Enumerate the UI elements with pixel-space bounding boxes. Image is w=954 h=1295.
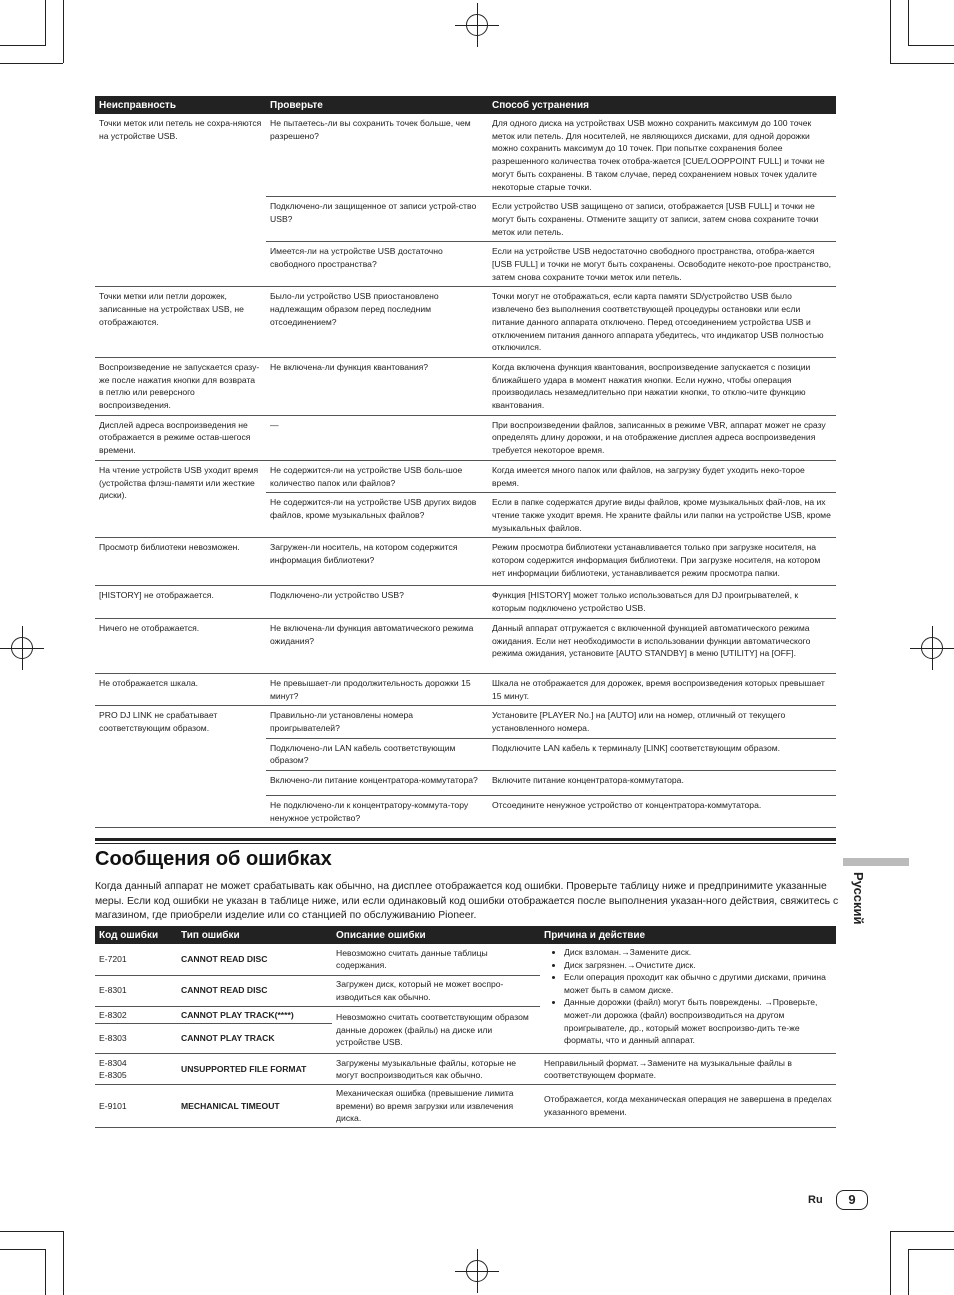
problem-cell: Точки метки или петли дорожек, записанные на устройствах USB, не отображаются. bbox=[95, 287, 266, 358]
table-header-row bbox=[95, 96, 836, 114]
table-header-row bbox=[95, 926, 836, 944]
crop-mark bbox=[908, 1249, 909, 1295]
solution-cell: Если устройство USB защищено от записи, отображается [USB FULL] и точки не могут быть сохранены. Отмените защиту от записи, затем снова сохраните точки меток или петель. bbox=[488, 197, 836, 242]
section-title: Сообщения об ошибках bbox=[95, 848, 332, 870]
table-row bbox=[95, 618, 836, 673]
check-cell: Не превышает-ли продолжительность дорожки 15 минут? bbox=[266, 673, 488, 705]
language-tab-bar bbox=[843, 858, 909, 866]
table-row bbox=[95, 287, 836, 358]
column-header: Способ устранения bbox=[488, 96, 836, 114]
error-code-b: E-8305 bbox=[99, 1070, 127, 1081]
solution-cell: При воспроизведении файлов, записанных в режиме VBR, аппарат может не сразу определять длину дорожки, и на отображение дисплея адреса воспроизведения требуется некоторое время. bbox=[488, 415, 836, 460]
error-description: Загружен диск, который не может воспро-изводиться как обычно. bbox=[332, 975, 540, 1006]
crop-mark bbox=[63, 1231, 64, 1295]
solution-cell: Подключите LAN кабель к терминалу [LINK] соответствующим образом. bbox=[488, 738, 836, 770]
problem-cell: PRO DJ LINK не срабатывает соответствующим образом. bbox=[95, 706, 266, 828]
error-cause: Неправильный формат.→Замените на музыкальные файлы в соответствующем формате. bbox=[540, 1054, 836, 1085]
solution-cell: Данный аппарат отгружается с включенной функцией автоматического режима ожидания. Если нет необходимости в использовании функции автоматического режима ожидания, установите [AUTO STANDBY] в меню [UTILITY] на [OFF]. bbox=[488, 618, 836, 673]
column-header: Тип ошибки bbox=[177, 926, 332, 944]
registration-mark bbox=[466, 1260, 488, 1282]
solution-cell: Шкала не отображается для дорожек, время воспроизведения которых превышает 15 минут. bbox=[488, 673, 836, 705]
error-code: E-8301 bbox=[95, 975, 177, 1006]
error-code-table bbox=[95, 926, 836, 1128]
error-type: CANNOT PLAY TRACK(****) bbox=[177, 1006, 332, 1024]
section-divider-thin bbox=[95, 843, 836, 844]
crop-mark bbox=[890, 1231, 891, 1295]
check-cell: Не включена-ли функция квантования? bbox=[266, 357, 488, 415]
crop-mark bbox=[908, 0, 909, 46]
solution-cell: Когда имеется много папок или файлов, на загрузку будет уходить неко-торое время. bbox=[488, 460, 836, 492]
cause-item: • Если операция проходит как обычно с другими дисками, причина может быть в самом диске. bbox=[564, 971, 832, 996]
solution-cell: Установите [PLAYER No.] на [AUTO] или на номер, отличный от текущего установленного номера. bbox=[488, 706, 836, 738]
error-code: E-7201 bbox=[95, 944, 177, 975]
solution-cell: Отсоедините ненужное устройство от концентратора-коммутатора. bbox=[488, 796, 836, 828]
problem-cell: Дисплей адреса воспроизведения не отображается в режиме остав-шегося времени. bbox=[95, 415, 266, 460]
crop-mark bbox=[890, 0, 891, 63]
error-cause bbox=[540, 944, 836, 1054]
error-cause: Отображается, когда механическая операция не завершена в пределах указанного времени. bbox=[540, 1085, 836, 1128]
column-header: Неисправность bbox=[95, 96, 266, 114]
error-type: CANNOT READ DISC bbox=[177, 944, 332, 975]
error-code-a: E-8304 bbox=[99, 1057, 127, 1068]
table-row bbox=[95, 673, 836, 705]
error-code bbox=[95, 1054, 177, 1085]
crop-mark bbox=[0, 1249, 46, 1250]
check-cell: Подключено-ли LAN кабель соответствующим образом? bbox=[266, 738, 488, 770]
table-row bbox=[95, 944, 836, 975]
error-description: Невозможно считать данные таблицы содержания. bbox=[332, 944, 540, 975]
language-tab-label: Русский bbox=[851, 872, 866, 925]
check-cell: Не содержится-ли на устройстве USB боль-шое количество папок или файлов? bbox=[266, 460, 488, 492]
check-cell: Не содержится-ли на устройстве USB других видов файлов, кроме музыкальных файлов? bbox=[266, 493, 488, 538]
crop-mark bbox=[890, 1231, 954, 1232]
check-cell: Имеется-ли на устройстве USB достаточно свободного пространства? bbox=[266, 242, 488, 287]
problem-cell: [HISTORY] не отображается. bbox=[95, 586, 266, 618]
crop-mark bbox=[908, 45, 954, 46]
registration-mark bbox=[466, 14, 488, 36]
solution-cell: Когда включена функция квантования, воспроизведение запускается с позиции ближайшего удара в момент нажатия кнопки. Если нужно, чтобы операция производилась незамедлительно при нажатии кнопки, то отклю-чите функцию квантования. bbox=[488, 357, 836, 415]
section-divider bbox=[95, 838, 836, 841]
solution-cell: Если на устройстве USB недостаточно свободного пространства, отобра-жается [USB FULL] и точки не могут быть сохранены. Освободите некото-рое пространство, затем снова сохраните точки меток или петель. bbox=[488, 242, 836, 287]
error-code: E-9101 bbox=[95, 1085, 177, 1128]
table-row bbox=[95, 1085, 836, 1128]
column-header: Код ошибки bbox=[95, 926, 177, 944]
crop-mark bbox=[0, 1231, 63, 1232]
troubleshooting-body bbox=[95, 114, 836, 828]
error-description: Механическая ошибка (превышение лимита времени) во время загрузки или извлечения диска. bbox=[332, 1085, 540, 1128]
error-type: MECHANICAL TIMEOUT bbox=[177, 1085, 332, 1128]
table-row bbox=[95, 1054, 836, 1085]
solution-cell: Точки могут не отображаться, если карта памяти SD/устройство USB было извлечено без выполнения соответствующей процедуры остановки или если питание данного аппарата отключено. Перед отсоединением устройства USB и отключением питания данного аппарата убедитесь, что индикатор USB полностью отключился. bbox=[488, 287, 836, 358]
check-cell: Загружен-ли носитель, на котором содержится информация библиотеки? bbox=[266, 538, 488, 586]
column-header: Описание ошибки bbox=[332, 926, 540, 944]
problem-cell: Не отображается шкала. bbox=[95, 673, 266, 705]
solution-cell: Для одного диска на устройствах USB можно сохранить максимум до 100 точек меток или петель. Для носителей, не являющихся дисками, для одной дорожки можно сохранить максимум до 10 точек. При попытке сохранения более разрешенного количества точек отобра-жается [CUE/LOOPPOINT FULL] и точки не могут быть сохранены. В таком случае, перед сохранением новых точек удалите некоторые старые точки. bbox=[488, 114, 836, 197]
cause-item: • Диск взломан.→Замените диск. bbox=[564, 946, 832, 959]
error-description: Невозможно считать соответствующим образом данные дорожек (файлы) на диске или устройстве USB. bbox=[332, 1006, 540, 1054]
solution-cell: Если в папке содержатся другие виды файлов, кроме музыкальных фай-лов, на их чтение также уходит время. Не храните файлы или папки на устройстве USB, кроме музыкальных файлов. bbox=[488, 493, 836, 538]
table-row bbox=[95, 114, 836, 197]
crop-mark bbox=[908, 1249, 954, 1250]
solution-cell: Режим просмотра библиотеки устанавливается только при загрузке носителя, на котором содержится информация библиотеки. При загрузке носителя, на котором нет информации библиотеки, устанавливается режим просмотра папки. bbox=[488, 538, 836, 586]
page-number: 9 bbox=[836, 1190, 868, 1210]
column-header: Причина и действие bbox=[540, 926, 836, 944]
check-cell: Не подключено-ли к концентратору-коммута-тору ненужное устройство? bbox=[266, 796, 488, 828]
crop-mark bbox=[890, 63, 954, 64]
check-cell: Правильно-ли установлены номера проигрывателей? bbox=[266, 706, 488, 738]
problem-cell: На чтение устройств USB уходит время (устройства флэш-памяти или жесткие диски). bbox=[95, 460, 266, 538]
registration-mark bbox=[921, 637, 943, 659]
problem-cell: Просмотр библиотеки невозможен. bbox=[95, 538, 266, 586]
check-cell: Подключено-ли устройство USB? bbox=[266, 586, 488, 618]
problem-cell: Ничего не отображается. bbox=[95, 618, 266, 673]
error-type: CANNOT READ DISC bbox=[177, 975, 332, 1006]
table-row bbox=[95, 357, 836, 415]
section-intro: Когда данный аппарат не может срабатывать как обычно, на дисплее отображается код ошибки. Проверьте таблицу ниже и предпринимите указанные меры. Если код ошибки не указан в таблице ниже, или если одинаковый код ошибки отображается после выполнения указан-ного действия, свяжитесь с магазином, где приобрели изделие или со станцией по обслуживанию Pioneer. bbox=[95, 881, 839, 922]
error-description: Загружены музыкальные файлы, которые не могут воспроизводиться как обычно. bbox=[332, 1054, 540, 1085]
table-row bbox=[95, 706, 836, 738]
table-row bbox=[95, 460, 836, 492]
check-cell: Включено-ли питание концентратора-коммутатора? bbox=[266, 771, 488, 796]
check-cell: Было-ли устройство USB приостановлено надлежащим образом перед последним отсоединением? bbox=[266, 287, 488, 358]
check-cell: Не пытаетесь-ли вы сохранить точек больше, чем разрешено? bbox=[266, 114, 488, 197]
table-row bbox=[95, 586, 836, 618]
error-code: E-8302 bbox=[95, 1006, 177, 1024]
table-row bbox=[95, 538, 836, 586]
registration-mark bbox=[11, 637, 33, 659]
solution-cell: Включите питание концентратора-коммутатора. bbox=[488, 771, 836, 796]
crop-mark bbox=[45, 1249, 46, 1295]
problem-cell: Воспроизведение не запускается сразу-же после нажатия кнопки для возврата в петлю или реверсного воспроизведения. bbox=[95, 357, 266, 415]
troubleshooting-table bbox=[95, 96, 836, 828]
check-cell: — bbox=[266, 415, 488, 460]
error-code: E-8303 bbox=[95, 1024, 177, 1054]
cause-item: • Диск загрязнен.→Очистите диск. bbox=[564, 959, 832, 972]
problem-cell: Точки меток или петель не сохра-няются на устройстве USB. bbox=[95, 114, 266, 287]
table-row bbox=[95, 415, 836, 460]
footer-language: Ru bbox=[808, 1194, 823, 1206]
error-type: CANNOT PLAY TRACK bbox=[177, 1024, 332, 1054]
cause-item: • Данные дорожки (файл) могут быть повреждены. →Проверьте, может-ли дорожка (файл) воспроизводиться на другом проигрывателе, др., который может воспроизво-дить те-же форматы, что и данный аппарат. bbox=[564, 996, 832, 1046]
crop-mark bbox=[63, 0, 64, 63]
cause-list bbox=[544, 946, 832, 1047]
solution-cell: Функция [HISTORY] может только использоваться для DJ проигрывателей, к которым подключено устройство USB. bbox=[488, 586, 836, 618]
check-cell: Не включена-ли функция автоматического режима ожидания? bbox=[266, 618, 488, 673]
column-header: Проверьте bbox=[266, 96, 488, 114]
crop-mark bbox=[0, 45, 46, 46]
error-type: UNSUPPORTED FILE FORMAT bbox=[177, 1054, 332, 1085]
crop-mark bbox=[0, 63, 63, 64]
check-cell: Подключено-ли защищенное от записи устрой-ство USB? bbox=[266, 197, 488, 242]
crop-mark bbox=[45, 0, 46, 46]
